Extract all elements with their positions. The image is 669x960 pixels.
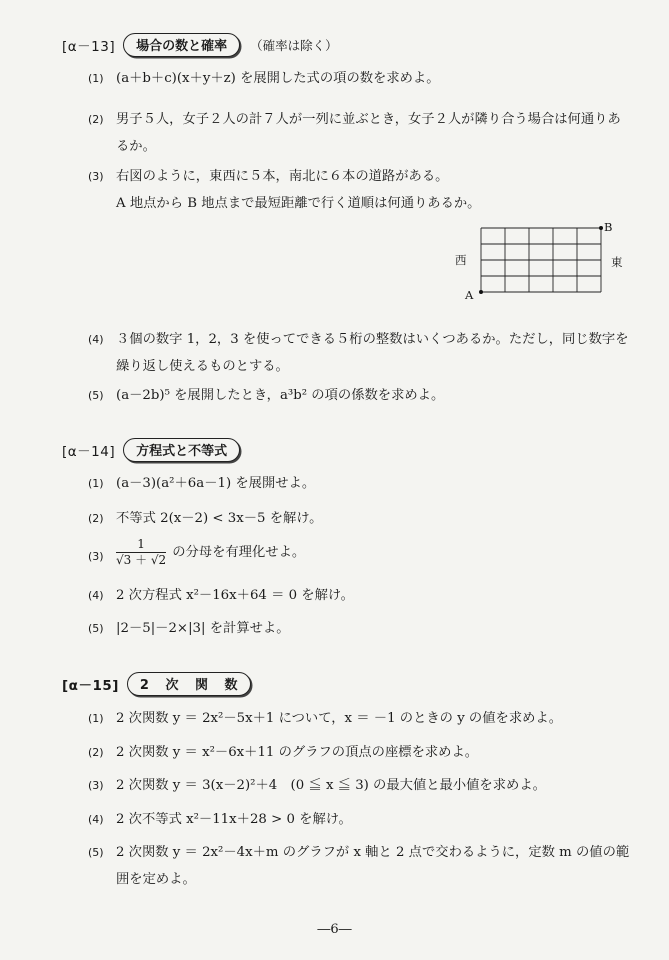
section-code: [α－14] bbox=[62, 444, 116, 460]
west-label: 西 bbox=[455, 253, 467, 267]
point-b-label: B bbox=[604, 220, 613, 234]
problem-text: (a－3)(a²＋6a－1) を展開せよ。 bbox=[116, 476, 316, 491]
problem-text: 不等式 2(x－2) < 3x－5 を解け。 bbox=[116, 511, 323, 526]
point-a-label: A bbox=[465, 288, 474, 302]
point-b-dot bbox=[599, 226, 603, 230]
problem-item bbox=[88, 806, 633, 833]
problem-number: (1) bbox=[88, 477, 104, 490]
section-title: 場合の数と確率 bbox=[123, 33, 240, 57]
problem-text: |2－5|－2×|3| を計算せよ。 bbox=[116, 621, 290, 636]
section-header bbox=[62, 672, 251, 696]
fraction-denominator: √3 ＋ √2 bbox=[116, 553, 167, 567]
problem-number: (2) bbox=[88, 512, 104, 525]
problem-text bbox=[116, 537, 633, 568]
problem-item bbox=[88, 106, 633, 160]
section-header bbox=[62, 33, 338, 57]
problem-number: (2) bbox=[88, 746, 104, 759]
problem-text: 2 次方程式 x²－16x＋64 ＝ 0 を解け。 bbox=[116, 588, 354, 603]
problem-item bbox=[88, 326, 633, 380]
problem-item bbox=[88, 470, 633, 497]
fraction bbox=[116, 537, 166, 568]
problem-item bbox=[88, 615, 633, 642]
problem-number: (4) bbox=[88, 333, 104, 346]
problem-item bbox=[88, 505, 633, 532]
problem-text: 2 次関数 y ＝ x²－6x＋11 のグラフの頂点の座標を求めよ。 bbox=[116, 745, 479, 760]
problem-item bbox=[88, 705, 633, 732]
problem-number: (4) bbox=[88, 589, 104, 602]
problem-number: (5) bbox=[88, 389, 104, 402]
problem-item bbox=[88, 163, 633, 217]
problem-text: 2 次不等式 x²－11x＋28 > 0 を解け。 bbox=[116, 812, 352, 827]
problem-text: 2 次関数 y ＝ 2x²－5x＋1 について，x ＝ －1 のときの y の値を求めよ。 bbox=[116, 711, 563, 726]
problem-number: (2) bbox=[88, 113, 104, 126]
problem-text: (a－2b)⁵ を展開したとき，a³b² の項の係数を求めよ。 bbox=[116, 388, 445, 403]
problem-text: 2 次関数 y ＝ 3(x－2)²＋4 (0 ≦ x ≦ 3) の最大値と最小値を求めよ。 bbox=[116, 778, 546, 793]
problem-text: (a＋b＋c)(x＋y＋z) を展開した式の項の数を求めよ。 bbox=[116, 71, 440, 86]
problem-number: (3) bbox=[88, 779, 104, 792]
problem-item bbox=[88, 739, 633, 766]
problem-number: (3) bbox=[88, 550, 104, 563]
problem-item bbox=[88, 537, 633, 568]
page-number: ―6― bbox=[317, 922, 352, 937]
section-note: （確率は除く） bbox=[250, 38, 338, 53]
road-grid-figure bbox=[455, 218, 645, 308]
section-title: 方程式と不等式 bbox=[123, 438, 240, 462]
section-code: [α－13] bbox=[62, 39, 116, 55]
point-a-dot bbox=[479, 290, 483, 294]
problem-item bbox=[88, 65, 633, 92]
problem-number: (5) bbox=[88, 846, 104, 859]
problem-text: ３個の数字 1，2，3 を使ってできる５桁の整数はいくつあるか。ただし，同じ数字を繰り返し使えるものとする。 bbox=[116, 332, 629, 374]
problem-item bbox=[88, 582, 633, 609]
fraction-text: の分母を有理化せよ。 bbox=[172, 545, 306, 560]
problem-number: (3) bbox=[88, 170, 104, 183]
problem-item bbox=[88, 382, 633, 409]
problem-text: 右図のように，東西に５本，南北に６本の道路がある。 bbox=[116, 169, 449, 184]
problem-number: (4) bbox=[88, 813, 104, 826]
section-header bbox=[62, 438, 240, 462]
problem-text-line2: A 地点から B 地点まで最短距離で行く道順は何通りあるか。 bbox=[116, 196, 481, 211]
fraction-numerator: 1 bbox=[116, 537, 166, 553]
problem-item bbox=[88, 839, 633, 893]
section-title: 2 次 関 数 bbox=[127, 672, 251, 696]
problem-item bbox=[88, 772, 633, 799]
east-label: 東 bbox=[611, 255, 623, 269]
problem-number: (1) bbox=[88, 72, 104, 85]
section-code: [α－15] bbox=[62, 678, 119, 694]
problem-text: 男子５人，女子２人の計７人が一列に並ぶとき，女子２人が隣り合う場合は何通りあるか。 bbox=[116, 112, 621, 154]
problem-number: (1) bbox=[88, 712, 104, 725]
problem-text: 2 次関数 y ＝ 2x²－4x＋m のグラフが x 軸と 2 点で交わるように，定数 m の値の範囲を定めよ。 bbox=[116, 845, 630, 887]
problem-number: (5) bbox=[88, 622, 104, 635]
grid-svg bbox=[455, 218, 645, 308]
